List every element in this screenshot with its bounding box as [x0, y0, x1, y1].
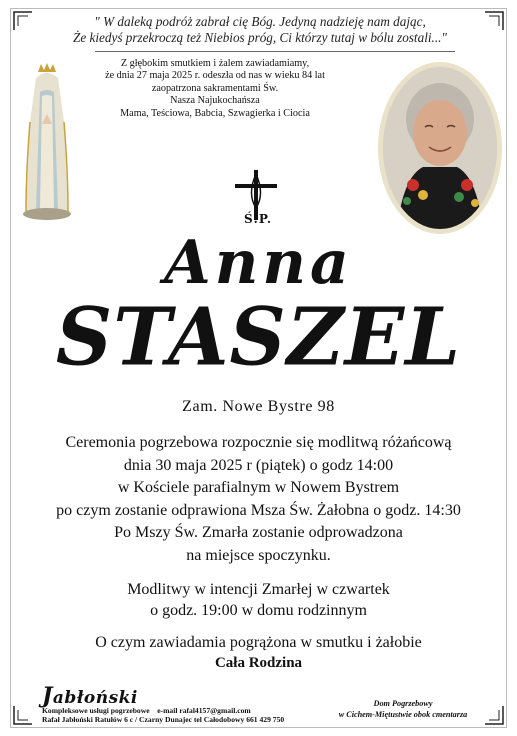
prayers-line-1: Modlitwy w intencji Zmarłej w czwartek — [127, 581, 390, 598]
ceremony-line-2: dnia 30 maja 2025 r (piątek) o godz 14:00 — [123, 456, 394, 474]
brand-name: abłoński — [52, 688, 138, 708]
company-services-row — [42, 706, 332, 715]
brand-initial: J — [42, 683, 53, 709]
deceased-last-name: STASZEL — [55, 291, 462, 384]
virgin-mary-statue-image — [14, 62, 78, 224]
deceased-first-name: Anna — [164, 228, 353, 298]
family-notice — [0, 632, 517, 674]
quote-line-1: " W daleką podróż zabrał cię Bóg. Jedyną nadzieję nam dając, — [94, 14, 426, 29]
sp-initials: Ś.P. — [243, 212, 273, 226]
ceremony-line-3: w Kościele parafialnym w Nowem Bystrem — [117, 479, 400, 496]
intro-line-3: zaopatrzona sakramentami Św. — [151, 82, 279, 94]
ceremony-line-6: na miejsce spoczynku. — [186, 546, 331, 564]
company-address-phone: Rafał Jabłoński Ratułów 6 c / Czarny Dunajec tel Całodobowy 661 429 750 — [42, 715, 285, 725]
announcement-intro — [85, 58, 345, 120]
intro-line-2: że dnia 27 maja 2025 r. odeszła od nas w wieku 84 lat — [105, 70, 325, 82]
deceased-portrait-photo — [378, 62, 502, 234]
funeral-company-info — [42, 683, 332, 725]
corner-ornament-bottom-left — [12, 704, 34, 726]
company-email: e-mail rafal4157@gmail.com — [157, 706, 251, 715]
corner-ornament-top-left — [12, 10, 34, 32]
notice-line: O czym zawiadamia pogrążona w smutku i żałobie — [95, 634, 422, 651]
funeral-home-title: Dom Pogrzebowy — [373, 699, 433, 708]
funeral-home-info — [318, 698, 488, 720]
residence-address: Zam. Nowe Bystre 98 — [182, 398, 335, 415]
company-brand-logo — [42, 683, 332, 709]
intro-line-5: Mama, Teściowa, Babcia, Szwagierka i Ciocia — [120, 107, 310, 119]
family-signature: Cała Rodzina — [214, 655, 303, 671]
intro-line-4: Nasza Najukochańsza — [170, 95, 260, 107]
ceremony-line-5: Po Mszy Św. Zmarła zostanie odprowadzona — [114, 524, 403, 541]
ceremony-line-1: Ceremonia pogrzebowa rozpocznie się modlitwą różańcową — [65, 434, 452, 451]
memorial-quote — [40, 14, 480, 46]
funeral-home-location: w Cichem-Miętustwie obok cmentarza — [338, 710, 468, 719]
quote-line-2: Że kiedyś przekroczą też Niebios próg, Ci którzy tutaj w bólu zostali..." — [73, 30, 447, 45]
corner-ornament-top-right — [483, 10, 505, 32]
intro-line-1: Z głębokim smutkiem i żalem zawiadamiamy, — [120, 58, 310, 69]
ceremony-line-4: po czym zostanie odprawiona Msza Św. Żałobna o godz. 14:30 — [56, 501, 461, 519]
prayer-information — [0, 579, 517, 621]
quote-divider — [95, 51, 455, 52]
prayers-line-2: o godz. 19:00 w domu rodzinnym — [150, 602, 367, 619]
company-services: Kompleksowe usługi pogrzebowe — [42, 706, 150, 715]
funeral-ceremony-details — [0, 432, 517, 567]
